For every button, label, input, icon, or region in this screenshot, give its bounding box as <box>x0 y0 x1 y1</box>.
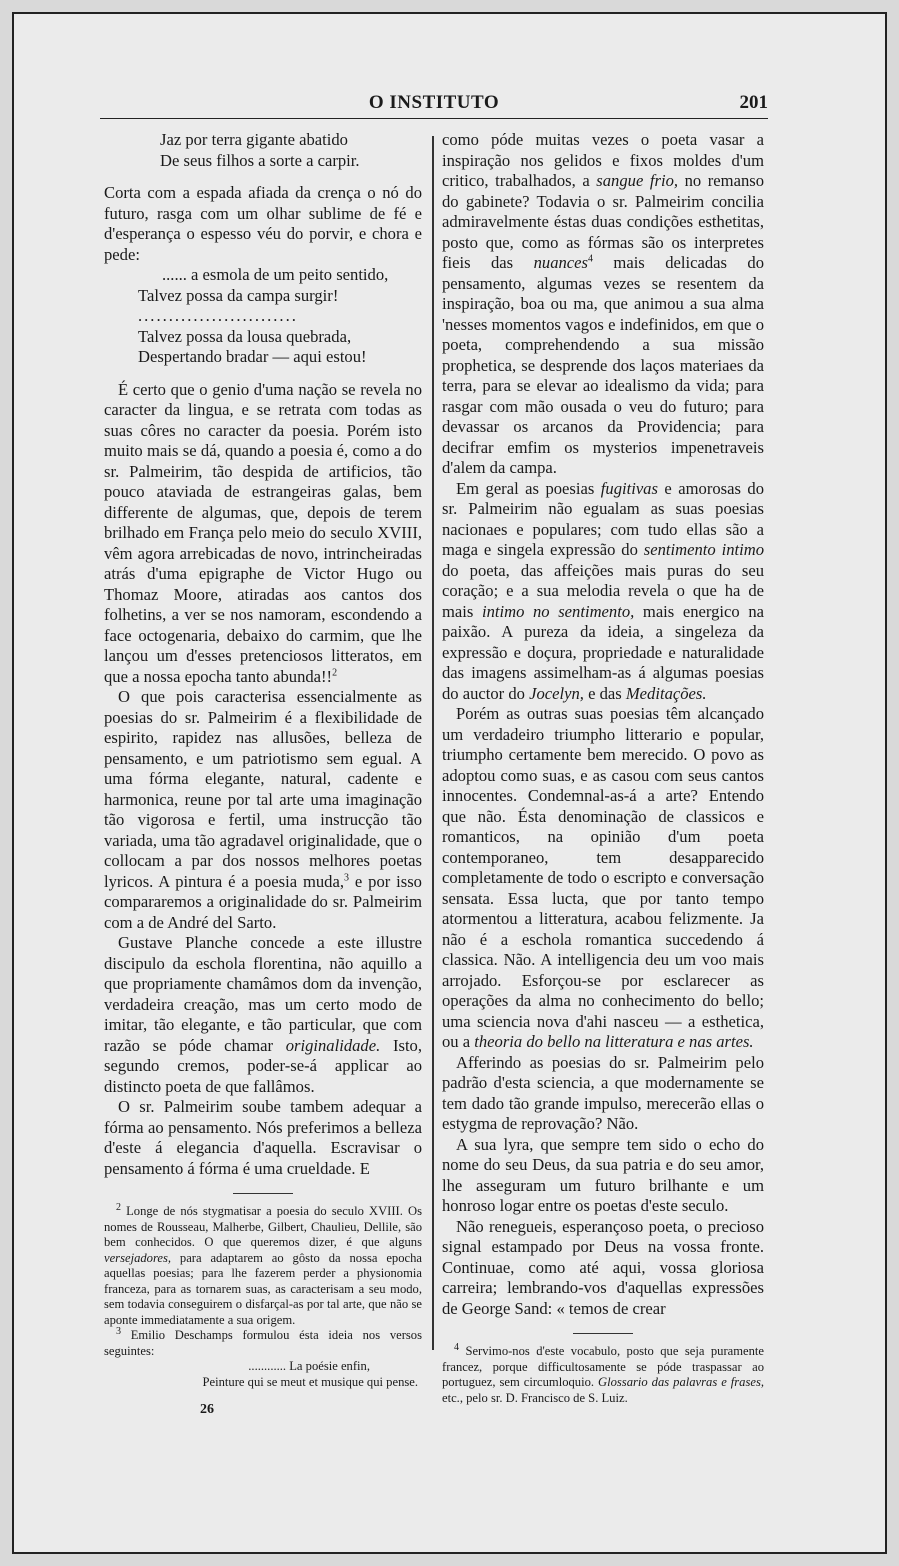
ellipsis-line: .......................... <box>138 306 298 325</box>
paragraph: O sr. Palmeirim soube tambem adequar a fórma ao pensamento. Nós preferimos a belleza d'este á elegancia d'aquella. Escravisar o pensamento á fórma é uma crueldade. E <box>104 1097 422 1178</box>
footnote-ref[interactable]: 4 <box>587 253 593 265</box>
footnote: $^2$ Longe de nós stygmatisar a poesia do seculo XVIII. Os nomes de Rousseau, Malherbe, Gilbert, Chaulieu, Dellile, são bem conhecidos. O que queremos dizer, é que alguns versejadores, para adaptarem ao gôsto da nossa epocha aquellas poesias; para lhe fazerem perder a physionomia franceza, para as tornarem suas, as caracterisam a seu modo, sem todavia conseguirem o disfarçal-as por tal arte, que não se aponte immediatamente a sua origem. <box>104 1201 422 1327</box>
paragraph: Em geral as poesias fugitivas e amorosas do sr. Palmeirim não egualam as suas poesias nacionaes e populares; com tudo ellas são a maga e singela expressão do sentimento intimo do poeta, das affeições mais puras do seu coração; e a sua melodia revela o que ha de mais intimo no sentimento, mais energico na paixão. A pureza da ideia, a singeleza da expressão e doçura, propriedade e naturalidade das imagens assimelham-as á algumas poesias do auctor do Jocelyn, e das Meditações. <box>442 478 764 703</box>
signature-mark: 26 <box>200 1402 214 1417</box>
verse-line: ...... a esmola de um peito sentido, <box>162 265 389 284</box>
paragraph: Gustave Planche concede a este illustre discipulo da eschola florentina, não aquillo a que propriamente chamâmos dom da invenção, verdadeira creação, mas um certo modo de imitar, tão elegante, e tão particular, que com razão se póde chamar originalidade. Isto, segundo cremos, poder-se-á applicar ao distincto poeta de que fallâmos. <box>104 933 422 1096</box>
verse-line: Jaz por terra gigante abatido <box>160 130 348 149</box>
paragraph: Afferindo as poesias do sr. Palmeirim pelo padrão d'esta sciencia, a que modernamente se tem dado tão grande impulso, merecerão ellas o estygma de reprovação? Não. <box>442 1052 764 1133</box>
left-column <box>104 130 422 1421</box>
verse-block <box>160 130 422 171</box>
paragraph: Corta com a espada afiada da crença o nó do futuro, rasga com um olhar sublime de fé e d'esperança o espesso véu do porvir, e chora e pede: <box>104 183 422 264</box>
footnote: $^4$ Servimo-nos d'este vocabulo, posto que seja puramente francez, porque difficultosamente se póde traspassar ao portuguez, sem circumloquio. Glossario das palavras e frases, etc., pelo sr. D. Francisco de S. Luiz. <box>442 1341 764 1405</box>
running-title: O INSTITUTO <box>368 92 500 113</box>
verse-block <box>138 265 422 368</box>
footnote-rule <box>573 1333 633 1334</box>
page-number: 201 <box>739 92 768 113</box>
paragraph: A sua lyra, que sempre tem sido o echo do nome do seu Deus, da sua patria e do seu amor, lhe asseguram um futuro brilhante e um honroso logar entre os poetas d'este seculo. <box>442 1134 764 1215</box>
paragraph: como póde muitas vezes o poeta vasar a inspiração nos gelidos e fixos moldes d'um critico, trabalhados, a sangue frio, no remanso do gabinete? Todavia o sr. Palmeirim concilia admiravelmente éstas duas condições esthetitas, posto que, como as fórmas são os interpretes fieis das nuances$^4$ mais delicadas do pensamento, algumas vezes se resentem da inspiração, boa ou ma, que animou a sua alma 'nesses momentos vagos e indefinidos, em que o poeta, comprehendendo a sua missão prophetica, se desprende dos laços materiaes da terra, para se elevar ao idealismo da vida; para rasgar com mão ousada o veu do futuro; para devassar os arcanos da Providencia; para decifrar emfim os mysterios impenetraveis d'alem da campa. <box>442 130 764 477</box>
paragraph: É certo que o genio d'uma nação se revela no caracter da lingua, e se retrata com todas as suas côres no caracter da poesia. Porém isto muito mais se dá, quando a poesia é, como a do sr. Palmeirim, tão despida de artificios, tão pouco ataviada de estrangeiras galas, bem differente de algumas, que, depois de terem brilhado em França pelo meio do seculo XVIII, vêm agora arrebicadas de novo, intrincheiradas atrás d'uma epigraphe de Victor Hugo ou Thomaz Moore, atiradas aos cantos dos folhetins, a ver se nos namoram, escondendo a face octogenaria, debaixo do carmim, que lhe lançou um d'esses pretenciosos litteratos, em que a nossa epocha tanto abunda!!$^2$ <box>104 379 422 686</box>
footnote-ref[interactable]: 2 <box>332 666 338 678</box>
paragraph: Não renegueis, esperançoso poeta, o precioso signal estampado por Deus na vossa fronte. Continuae, como até aqui, vossa gloriosa carreira; lembrando-vos d'aquellas expressões de George Sand: « temos de crear <box>442 1216 764 1318</box>
footnote: $^3$ Emilio Deschamps formulou ésta ideia nos versos seguintes: <box>104 1325 423 1358</box>
column-divider <box>432 136 434 1350</box>
verse-line: Talvez possa da lousa quebrada, <box>138 326 352 346</box>
footnote-verse: ............ La poésie enfin, Peinture qui se meut et musique qui pense. <box>202 1359 418 1389</box>
footnote-ref[interactable]: 3 <box>343 871 349 883</box>
verse-line: Talvez possa da campa surgir! <box>138 285 339 305</box>
verse-line: De seus filhos a sorte a carpir. <box>160 150 360 170</box>
footnote-rule <box>233 1193 293 1194</box>
paragraph: O que pois caracterisa essencialmente as poesias do sr. Palmeirim é a flexibilidade de espirito, rapidez nas allusões, belleza de pensamento, e um patriotismo sem egual. A uma fórma elegante, natural, cadente e harmonica, reune por tal arte uma imaginação tão vigorosa e fertil, uma instrucção tão variada, uma tão agradavel originalidade, que o collocam a par dos nossos melhores poetas lyricos. A pintura é a poesia muda,$^3$ e por isso compararemos a originalidade do sr. Palmeirim com a de André del Sarto. <box>104 687 422 932</box>
right-column <box>442 130 764 1406</box>
verse-line: Despertando bradar — aqui estou! <box>138 347 367 366</box>
page-header <box>100 88 768 119</box>
paragraph: Porém as outras suas poesias têm alcançado um verdadeiro triumpho litterario e popular, triumpho certamente bem merecido. O povo as adoptou como suas, e as casou com seus cantos innocentes. Condemnal-as-á a arte? Entendo que não. Ésta denominação de classicos e romanticos, na opinião d'um poeta contemporaneo, tem desapparecido completamente de todo o escripto e conversação sensata. Essa lucta, que por tanto tempo atormentou a litteratura, acabou felizmente. Ja não é a eschola romantica succedendo á classica. Não. A intelligencia deu um voo mais arrojado. Esforçou-se por esclarecer as operações da alma no conhecimento do bello; uma sciencia nova d'ahi nasceu — a esthetica, ou a theoria do bello na litteratura e nas artes. <box>442 704 764 1051</box>
